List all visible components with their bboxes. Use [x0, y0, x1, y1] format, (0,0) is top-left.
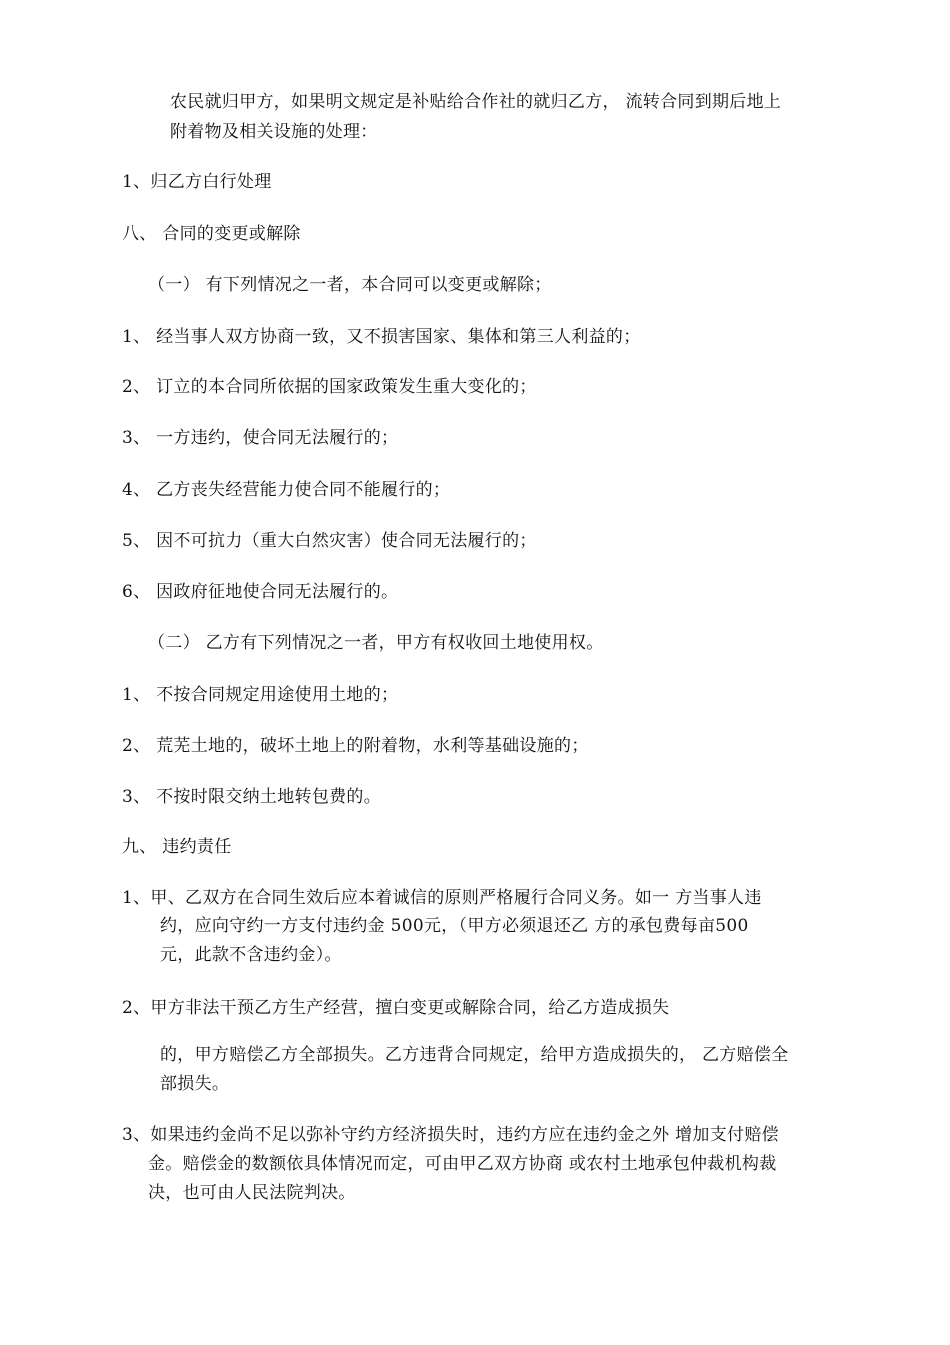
text-line: 的，甲方赔偿乙方全部损失。乙方违背合同规定，给甲方造成损失的， 乙方赔偿全 [160, 1045, 789, 1065]
section-heading: 九、 违约责任 [122, 837, 232, 857]
subsection-heading: （二） 乙方有下列情况之一者，甲方有权收回土地使用权。 [148, 633, 604, 653]
text-line: 元，此款不含违约金）。 [160, 945, 342, 965]
list-item: 3、如果违约金尚不足以弥补守约方经济损失时，违约方应在违约金之外 增加支付赔偿 [122, 1125, 779, 1145]
list-item: 5、 因不可抗力（重大白然灾害）使合同无法履行的； [122, 531, 537, 551]
list-item: 1、 经当事人双方协商一致，又不损害国家、集体和第三人利益的； [122, 327, 641, 347]
list-item: 2、 订立的本合同所依据的国家政策发生重大变化的； [122, 377, 537, 397]
section-heading: 八、 合同的变更或解除 [122, 224, 301, 244]
list-item: 4、 乙方丧失经营能力使合同不能履行的； [122, 480, 451, 500]
list-item: 3、 一方违约，使合同无法履行的； [122, 428, 399, 448]
text-line: 部损失。 [160, 1074, 230, 1094]
list-item: 6、 因政府征地使合同无法履行的。 [122, 582, 399, 602]
list-item: 2、 荒芜土地的，破坏土地上的附着物，水利等基础设施的； [122, 736, 589, 756]
text-line: 农民就归甲方，如果明文规定是补贴给合作社的就归乙方， 流转合同到期后地上 [170, 92, 782, 112]
list-item: 1、 不按合同规定用途使用土地的； [122, 685, 399, 705]
list-item: 1、归乙方白行处理 [122, 172, 272, 192]
text-line: 附着物及相关设施的处理： [170, 122, 378, 142]
text-line: 金。赔偿金的数额依具体情况而定，可由甲乙双方协商 或农村土地承包仲裁机构裁 [148, 1154, 777, 1174]
list-item: 2、甲方非法干预乙方生产经营，擅白变更或解除合同，给乙方造成损失 [122, 998, 670, 1018]
list-item: 1、甲、乙双方在合同生效后应本着诚信的原则严格履行合同义务。如一 方当事人违 [122, 888, 762, 908]
subsection-heading: （一） 有下列情况之一者，本合同可以变更或解除； [148, 275, 552, 295]
text-line: 决，也可由人民法院判决。 [148, 1183, 356, 1203]
text-line: 约，应向守约一方支付违约金 500元，（甲方必须退还乙 方的承包费每亩500 [160, 916, 749, 936]
list-item: 3、 不按时限交纳土地转包费的。 [122, 787, 382, 807]
